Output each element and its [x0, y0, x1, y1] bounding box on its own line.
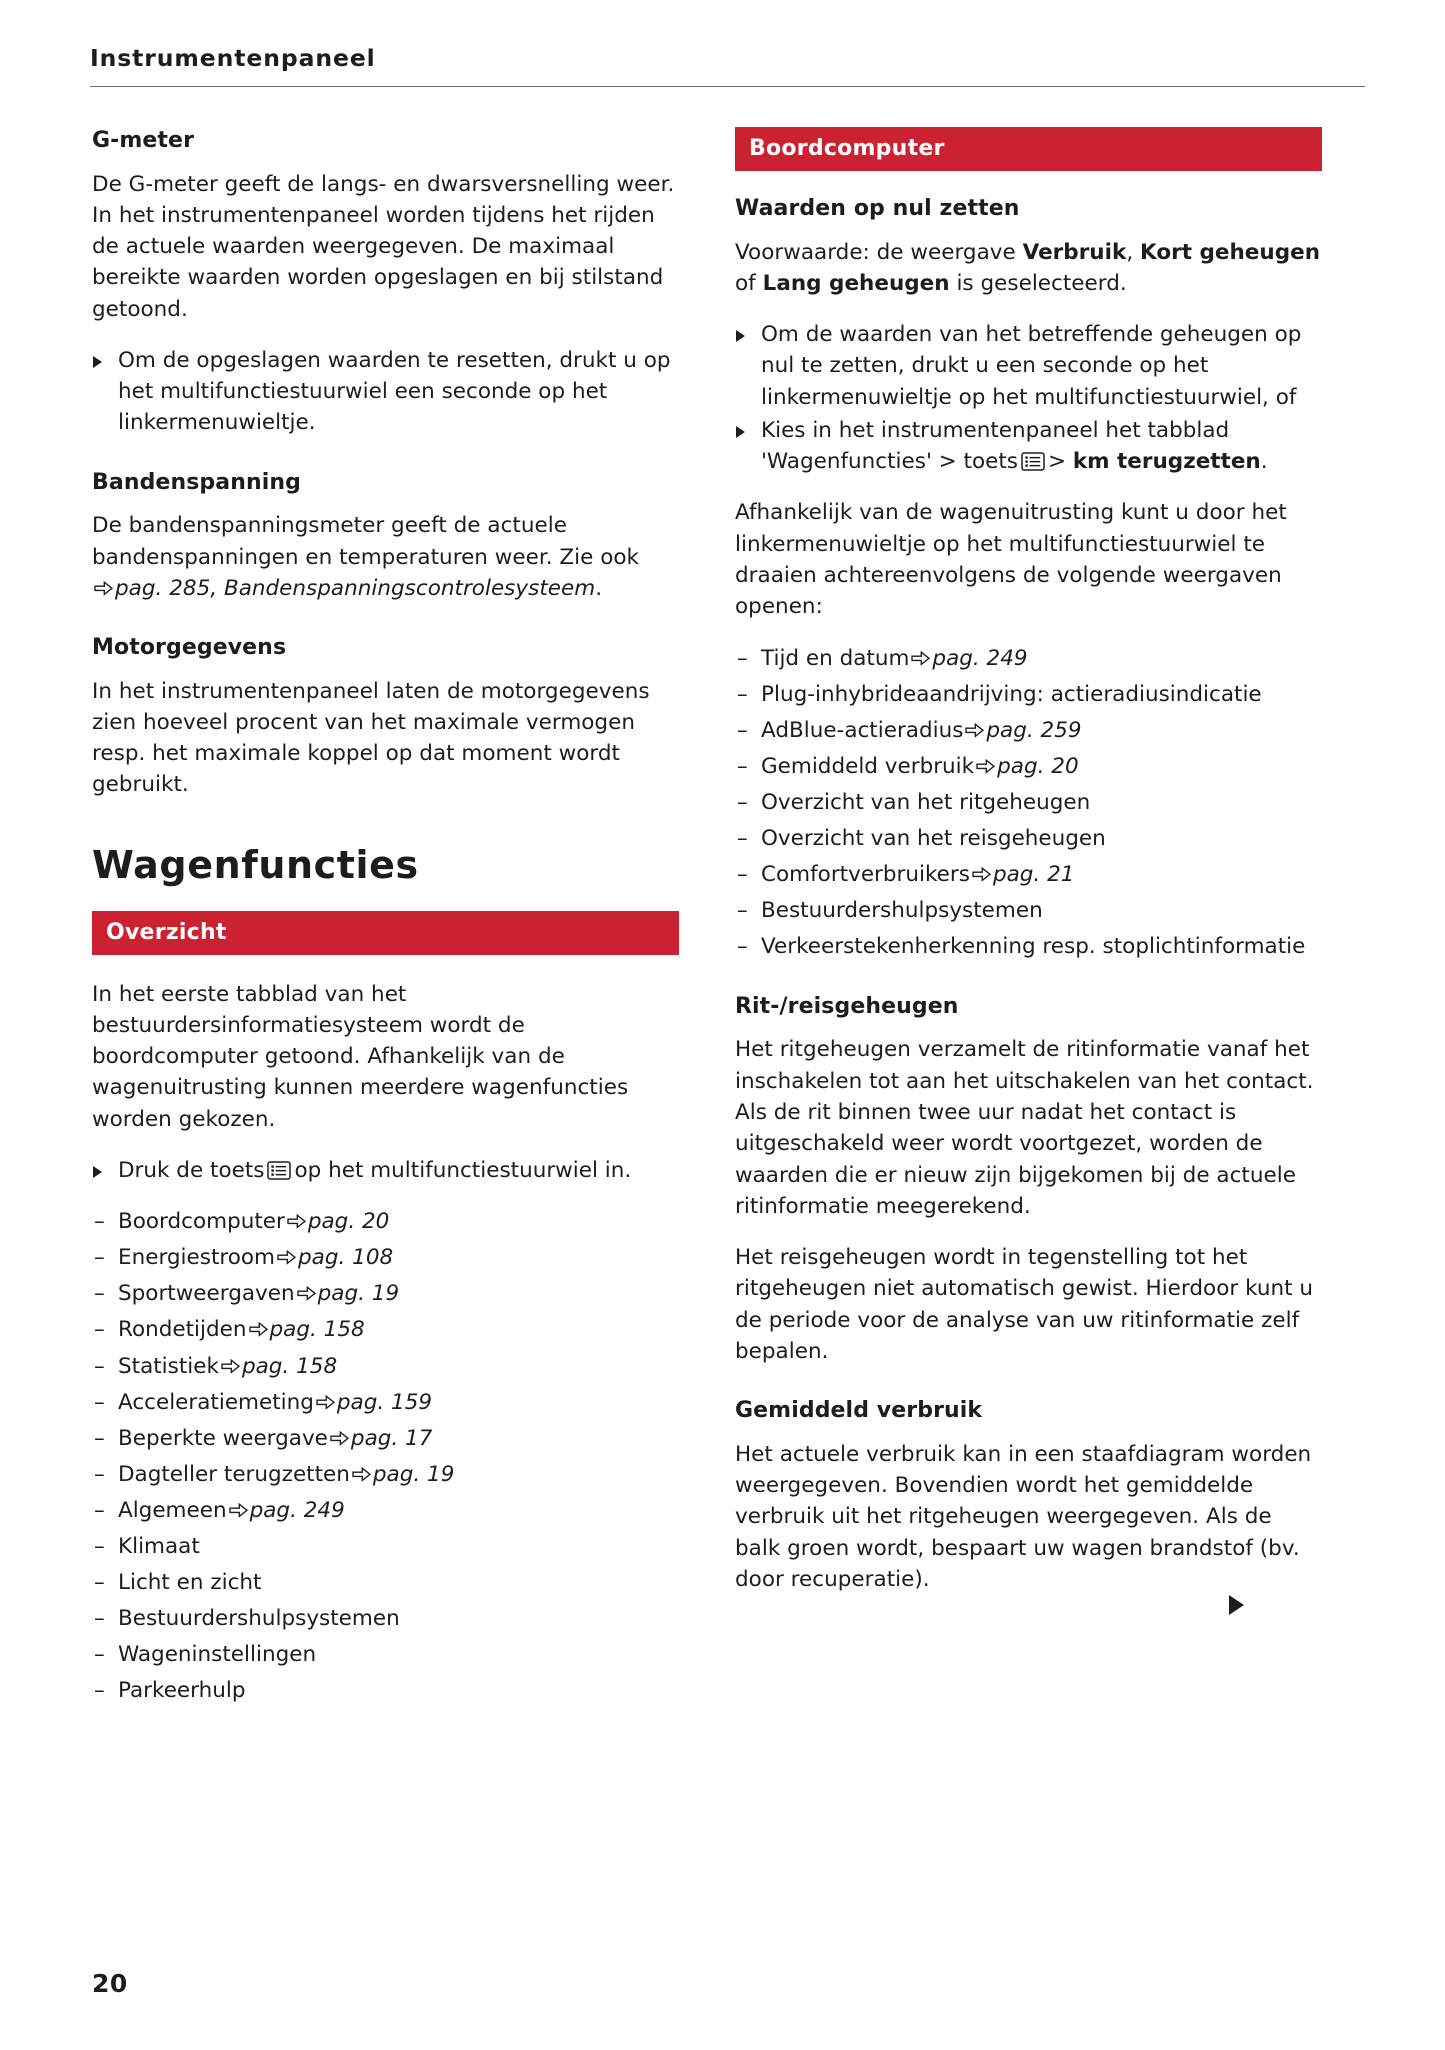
display-list [735, 643, 1322, 963]
reference-arrow-icon [972, 867, 991, 882]
display-item-label: Plug-inhybrideaandrijving: actieradiusindicatie [761, 681, 1262, 707]
section-heading-g-meter: G-meter [92, 128, 195, 153]
page-reference-link[interactable]: pag. 17 [350, 1425, 433, 1451]
paragraph-gemiddeld-verbruik: Het actuele verbruik kan in een staafdiagram worden weergegeven. Bovendien wordt het gemiddelde verbruik uit het ritgeheugen weergegeven. Als de balk groen wordt, bespaart uw wagen brandstof (bv. door recuperatie). [735, 1441, 1312, 1592]
list-item [92, 1155, 679, 1186]
paragraph-ritgeheugen: Het ritgeheugen verzamelt de ritinformatie vanaf het inschakelen tot aan het uitschakelen van het contact. Als de rit binnen twee uur nadat het contact is uitgeschakeld weer wordt voortgezet, worden de waarden die er nieuw zijn bijgekomen bij de actuele ritinformatie meegerekend. [735, 1037, 1314, 1219]
page-reference-link[interactable]: pag. 259 [986, 717, 1082, 743]
paragraph-bandenspanning [92, 510, 679, 604]
reference-arrow-icon [221, 1359, 240, 1374]
paragraph-overzicht: In het eerste tabblad van het bestuurdersinformatiesysteem wordt de boordcomputer getoond. Afhankelijk van de wagenuitrusting kunnen meerdere wagenfuncties worden gekozen. [92, 981, 629, 1132]
list-item [735, 643, 1322, 675]
dash-bullet-icon: – [94, 1461, 105, 1487]
reference-arrow-icon [976, 759, 995, 774]
triangle-right-bullet-icon [93, 356, 102, 368]
list-item [92, 1314, 679, 1346]
page-reference-link[interactable]: pag. 20 [307, 1209, 390, 1235]
bullet-text-post: op het multifunctiestuurwiel in. [294, 1157, 632, 1183]
continuation-triangle-icon [1229, 1595, 1244, 1615]
dash-bullet-icon: – [94, 1317, 105, 1343]
page-reference-link[interactable]: pag. 158 [269, 1317, 365, 1343]
function-item-label: Dagteller terugzetten [118, 1461, 350, 1487]
bullet-text: Om de opgeslagen waarden te resetten, drukt u op het multifunctiestuurwiel een seconde op het linkermenuwieltje. [118, 347, 671, 436]
page-reference-link[interactable]: pag. 108 [298, 1245, 394, 1271]
function-list [92, 1206, 679, 1707]
display-item-label: Overzicht van het reisgeheugen [761, 826, 1106, 852]
display-item-label: Tijd en datum [761, 645, 910, 671]
function-item-label: Rondetijden [118, 1317, 247, 1343]
function-item-label: Beperkte weergave [118, 1425, 328, 1451]
paragraph-weergaven-openen: Afhankelijk van de wagenuitrusting kunt u door het linkermenuwieltje op het multifunctiestuurwiel te draaien achtereenvolgens de volgende weergaven openen: [735, 500, 1287, 620]
list-item [735, 319, 1322, 413]
section-heading-motorgegevens: Motorgegevens [92, 635, 287, 661]
list-item [92, 1206, 679, 1238]
dash-bullet-icon: – [94, 1570, 105, 1596]
precondition-separator: , [1126, 239, 1134, 265]
dash-bullet-icon: – [737, 898, 748, 924]
paragraph-motorgegevens: In het instrumentenpaneel laten de motorgegevens zien hoeveel procent van het maximale vermogen resp. het maximale koppel op dat moment wordt gebruikt. [92, 678, 650, 798]
menu-list-key-icon[interactable] [1021, 452, 1045, 471]
right-column [735, 127, 1322, 1615]
dash-bullet-icon: – [94, 1497, 105, 1523]
list-item [92, 1567, 679, 1599]
dash-bullet-icon: – [94, 1353, 105, 1379]
menu-list-key-icon[interactable] [267, 1161, 291, 1180]
display-mode-verbruik: Verbruik [1022, 239, 1127, 265]
paragraph-text: De bandenspanningsmeter geeft de actuele bandenspanningen en temperaturen weer. Zie ook [92, 513, 640, 570]
dash-bullet-icon: – [737, 645, 748, 671]
function-item-label: Energiestroom [118, 1245, 275, 1271]
dash-bullet-icon: – [94, 1642, 105, 1668]
section-heading-bandenspanning: Bandenspanning [92, 469, 301, 495]
dash-bullet-icon: – [94, 1425, 105, 1451]
list-item [735, 931, 1322, 963]
bullet-list-reset [735, 319, 1322, 477]
header-divider [90, 86, 1365, 87]
dash-bullet-icon: – [737, 681, 748, 707]
section-heading-rit-reisgeheugen: Rit-/reisgeheugen [735, 993, 959, 1019]
function-item-label: Parkeerhulp [118, 1678, 246, 1704]
page-reference-link[interactable]: pag. 19 [317, 1281, 400, 1307]
bullet-breadcrumb-separator: > [1047, 449, 1066, 475]
precondition-tail: is geselecteerd. [956, 270, 1127, 296]
list-item [92, 1351, 679, 1383]
list-item [92, 1459, 679, 1491]
dash-bullet-icon: – [737, 789, 748, 815]
dash-bullet-icon: – [94, 1678, 105, 1704]
page-reference-link[interactable]: pag. 19 [372, 1461, 455, 1487]
dash-bullet-icon: – [737, 826, 748, 852]
dash-bullet-icon: – [737, 934, 748, 960]
page-reference-link[interactable]: pag. 21 [992, 862, 1075, 888]
left-column [92, 127, 679, 1727]
list-item [92, 1495, 679, 1527]
function-item-label: Algemeen [118, 1497, 227, 1523]
list-item [735, 679, 1322, 711]
triangle-right-bullet-icon [736, 330, 745, 342]
precondition-lead: Voorwaarde: de weergave [735, 239, 1016, 265]
section-heading-gemiddeld-verbruik: Gemiddeld verbruik [735, 1398, 983, 1424]
list-item [735, 823, 1322, 855]
page-reference-link[interactable]: pag. 249 [249, 1497, 345, 1523]
reference-arrow-icon [277, 1250, 296, 1265]
list-item [735, 859, 1322, 891]
display-item-label: Gemiddeld verbruik [761, 753, 975, 779]
red-banner-boordcomputer: Boordcomputer [735, 127, 1322, 171]
reference-arrow-icon [911, 651, 930, 666]
list-item [92, 1603, 679, 1635]
list-item [735, 415, 1322, 478]
running-header-title: Instrumentenpaneel [90, 44, 376, 72]
menu-item-km-terugzetten: km terugzetten [1072, 449, 1261, 475]
function-item-label: Licht en zicht [118, 1570, 262, 1596]
function-item-label: Acceleratiemeting [118, 1389, 314, 1415]
page-number: 20 [92, 1969, 128, 1998]
display-item-label: Comfortverbruikers [761, 862, 970, 888]
bullet-text-pre: Druk de toets [118, 1157, 265, 1183]
function-item-label: Sportweergaven [118, 1281, 295, 1307]
bullet-text: Om de waarden van het betreffende geheugen op nul te zetten, drukt u een seconde op het linkermenuwieltje op het multifunctiestuurwiel, of [761, 322, 1302, 410]
function-item-label: Statistiek [118, 1353, 219, 1379]
precondition-mid: of [735, 270, 756, 296]
reference-arrow-icon [352, 1467, 371, 1482]
bullet-list-overzicht [92, 1155, 679, 1186]
dash-bullet-icon: – [94, 1606, 105, 1632]
reference-arrow-icon [229, 1503, 248, 1518]
reference-arrow-icon [330, 1431, 349, 1446]
chapter-title: Wagenfuncties [92, 842, 419, 887]
function-item-label: Klimaat [118, 1534, 200, 1560]
page-reference-link[interactable]: pag. 285, Bandenspanningscontrolesysteem [115, 575, 596, 601]
list-item [92, 1278, 679, 1310]
paragraph-voorwaarde [735, 237, 1322, 300]
list-item [92, 1242, 679, 1274]
list-item [92, 1387, 679, 1419]
page-reference-link[interactable]: pag. 159 [336, 1389, 433, 1415]
red-banner-overzicht: Overzicht [92, 911, 679, 955]
list-item [735, 895, 1322, 927]
section-heading-waarden-op-nul-zetten: Waarden op nul zetten [735, 196, 1020, 221]
dash-bullet-icon: – [94, 1389, 105, 1415]
dash-bullet-icon: – [94, 1534, 105, 1560]
paragraph-reisgeheugen: Het reisgeheugen wordt in tegenstelling tot het ritgeheugen niet automatisch gewist. Hierdoor kunt u de periode voor de analyse van uw ritinformatie zelf bepalen. [735, 1245, 1314, 1364]
function-item-label: Bestuurdershulpsystemen [118, 1606, 400, 1632]
display-mode-kort-geheugen: Kort geheugen [1140, 239, 1321, 265]
reference-arrow-icon [249, 1322, 268, 1337]
function-item-label: Boordcomputer [118, 1209, 285, 1235]
dash-bullet-icon: – [737, 862, 748, 888]
list-item [735, 787, 1322, 819]
list-item [92, 1675, 679, 1707]
page-reference-link[interactable]: pag. 20 [997, 753, 1079, 779]
display-item-label: Bestuurdershulpsystemen [761, 898, 1043, 924]
dash-bullet-icon: – [94, 1245, 105, 1271]
page-reference-link[interactable]: pag. 249 [932, 645, 1028, 671]
dash-bullet-icon: – [94, 1209, 105, 1235]
reference-arrow-icon [316, 1395, 335, 1410]
list-item [92, 1531, 679, 1563]
triangle-right-bullet-icon [736, 426, 745, 438]
list-item [92, 345, 679, 439]
reference-arrow-icon [94, 581, 113, 596]
list-item [735, 751, 1322, 783]
triangle-right-bullet-icon [93, 1166, 102, 1178]
list-item [92, 1639, 679, 1671]
display-item-label: Overzicht van het ritgeheugen [761, 789, 1091, 815]
list-item [92, 1423, 679, 1455]
paragraph-g-meter: De G-meter geeft de langs- en dwarsversnelling weer. In het instrumentenpaneel worden tijdens het rijden de actuele waarden weergegeven. De maximaal bereikte waarden worden opgeslagen en bij stilstand getoond. [92, 171, 675, 322]
dash-bullet-icon: – [94, 1281, 105, 1307]
reference-arrow-icon [297, 1286, 316, 1301]
page-reference-link[interactable]: pag. 158 [241, 1353, 338, 1379]
reference-arrow-icon [287, 1214, 306, 1229]
display-item-label: Verkeerstekenherkenning resp. stoplichtinformatie [761, 934, 1306, 960]
dash-bullet-icon: – [737, 753, 748, 779]
paragraph-tail: . [595, 575, 603, 601]
bullet-text-pre: Kies in het instrumentenpaneel het tabblad 'Wagenfuncties' > toets [761, 417, 1230, 475]
reference-arrow-icon [965, 723, 984, 738]
display-mode-lang-geheugen: Lang geheugen [762, 270, 950, 296]
bullet-list-g-meter [92, 345, 679, 439]
list-item [735, 715, 1322, 747]
bullet-text-post: . [1260, 449, 1268, 475]
function-item-label: Wageninstellingen [118, 1642, 317, 1668]
dash-bullet-icon: – [737, 717, 748, 743]
two-column-body [92, 127, 1367, 1727]
display-item-label: AdBlue-actieradius [761, 717, 964, 743]
